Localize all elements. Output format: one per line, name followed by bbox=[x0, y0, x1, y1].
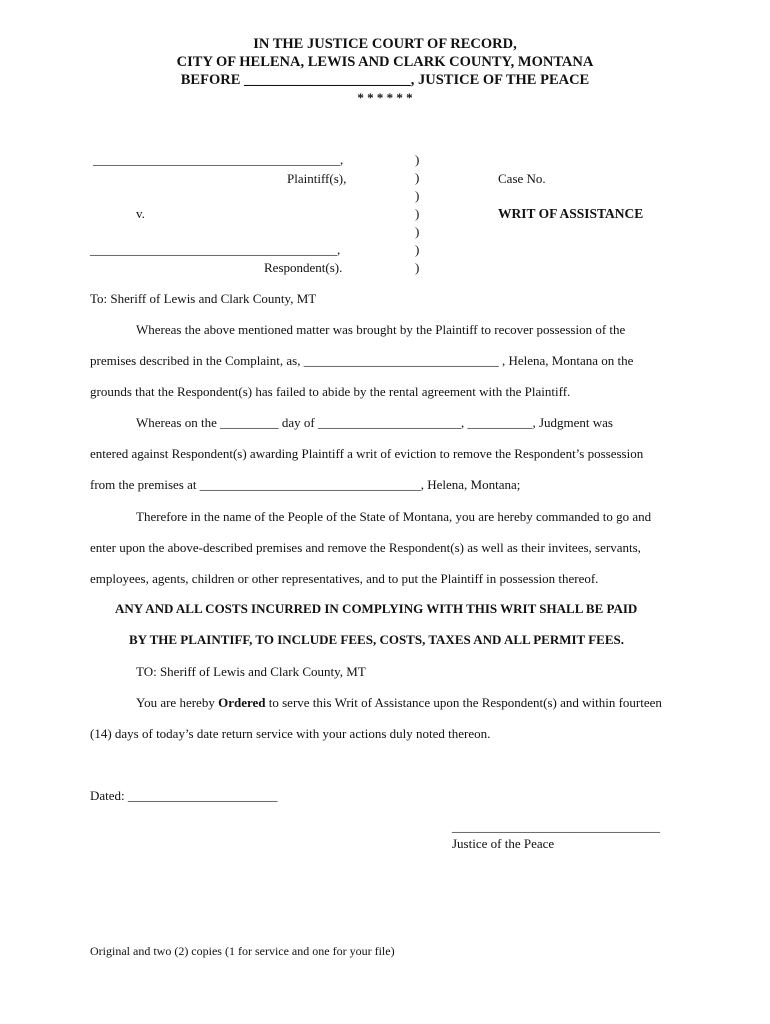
paragraph-1-line-2: premises described in the Complaint, as, ______________________________ , Helena, Montana on the bbox=[90, 353, 634, 368]
heading-stars: * * * * * * bbox=[357, 90, 413, 105]
paragraph-3-line-2: enter upon the above-described premises and remove the Respondent(s) as well as their invitees, servants, bbox=[90, 540, 641, 555]
order-paragraph-line-1 bbox=[136, 695, 662, 711]
order-paragraph-line-2: (14) days of today’s date return service with your actions duly noted thereon. bbox=[90, 726, 491, 741]
caption-parenthesis: ) bbox=[415, 188, 420, 203]
respondent-label: Respondent(s). bbox=[264, 260, 343, 275]
plaintiff-label: Plaintiff(s), bbox=[287, 171, 347, 186]
paragraph-1-line-1: Whereas the above mentioned matter was brought by the Plaintiff to recover possession of the bbox=[136, 322, 626, 337]
to-sheriff-line-2: TO: Sheriff of Lewis and Clark County, MT bbox=[136, 664, 366, 679]
court-heading-line3: BEFORE _______________________, JUSTICE OF THE PEACE bbox=[180, 72, 590, 88]
caption-parenthesis: ) bbox=[415, 152, 420, 167]
caption-parenthesis: ) bbox=[415, 260, 420, 275]
caption-parenthesis: ) bbox=[415, 224, 420, 239]
order-text-post: to serve this Writ of Assistance upon the Respondent(s) and within fourteen bbox=[265, 695, 662, 710]
paragraph-2-line-1: Whereas on the _________ day of ______________________, __________, Judgment was bbox=[136, 415, 613, 430]
versus-label: v. bbox=[136, 206, 145, 221]
copies-note: Original and two (2) copies (1 for service and one for your file) bbox=[90, 944, 395, 958]
plaintiff-name-line: ______________________________________, bbox=[93, 152, 344, 167]
costs-notice-line-2: BY THE PLAINTIFF, TO INCLUDE FEES, COSTS, TAXES AND ALL PERMIT FEES. bbox=[129, 632, 624, 647]
respondent-name-line: ______________________________________, bbox=[90, 242, 341, 257]
paragraph-1-line-3: grounds that the Respondent(s) has failed to abide by the rental agreement with the Plaintiff. bbox=[90, 384, 571, 399]
paragraph-2-line-2: entered against Respondent(s) awarding Plaintiff a writ of eviction to remove the Respondent’s possession bbox=[90, 446, 644, 461]
court-heading-line2: CITY OF HELENA, LEWIS AND CLARK COUNTY, MONTANA bbox=[176, 54, 594, 70]
to-sheriff-line: To: Sheriff of Lewis and Clark County, MT bbox=[90, 291, 317, 306]
caption-parenthesis: ) bbox=[415, 242, 420, 257]
case-number-label: Case No. bbox=[498, 171, 546, 186]
paragraph-3-line-3: employees, agents, children or other representatives, and to put the Plaintiff in possession thereof. bbox=[90, 571, 599, 586]
order-text-pre: You are hereby bbox=[136, 695, 219, 710]
court-heading-line1: IN THE JUSTICE COURT OF RECORD, bbox=[253, 36, 517, 52]
caption-parenthesis: ) bbox=[415, 206, 420, 221]
paragraph-2-line-3: from the premises at __________________________________, Helena, Montana; bbox=[90, 477, 521, 492]
costs-notice-line-1: ANY AND ALL COSTS INCURRED IN COMPLYING WITH THIS WRIT SHALL BE PAID bbox=[115, 601, 638, 616]
signature-line: ________________________________ bbox=[452, 819, 660, 834]
document-title: WRIT OF ASSISTANCE bbox=[498, 206, 644, 221]
ordered-emphasis: Ordered bbox=[218, 695, 266, 710]
paragraph-3-line-1: Therefore in the name of the People of the State of Montana, you are hereby commanded to go and bbox=[136, 509, 652, 524]
signature-label: Justice of the Peace bbox=[452, 836, 555, 851]
caption-parenthesis: ) bbox=[415, 170, 420, 185]
dated-line: Dated: _______________________ bbox=[90, 788, 278, 803]
